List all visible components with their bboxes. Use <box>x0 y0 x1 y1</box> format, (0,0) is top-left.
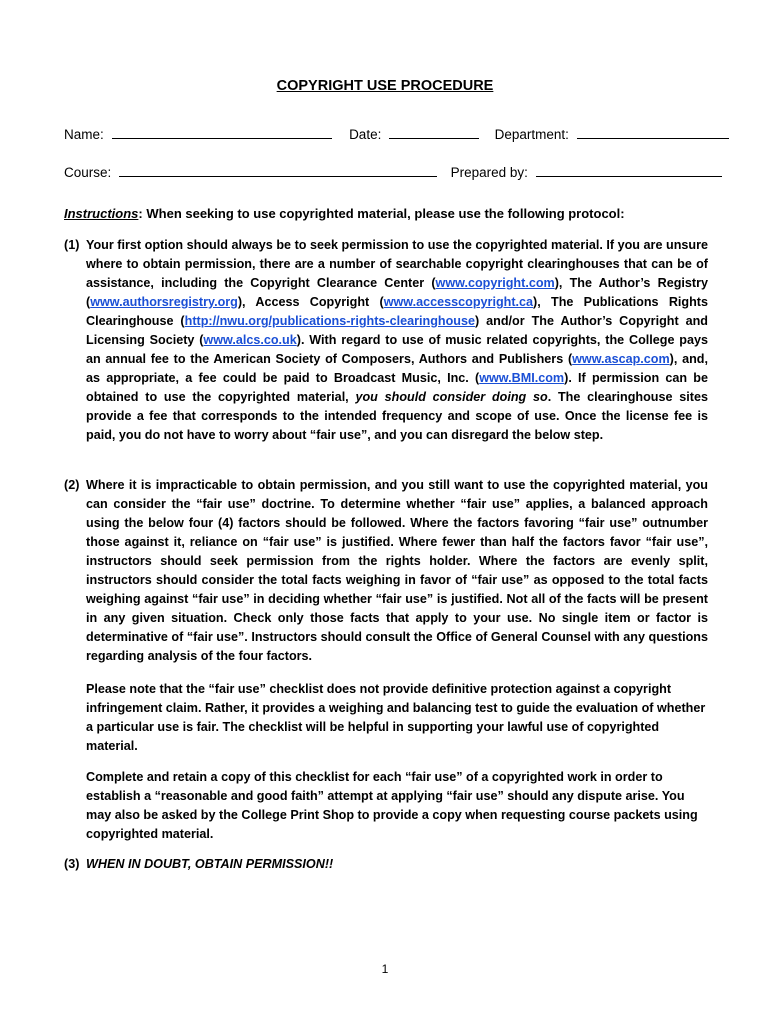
item-1-number: (1) <box>64 238 80 252</box>
procedure-item-3 <box>64 855 708 874</box>
procedure-item-2 <box>64 476 708 666</box>
nwu-link[interactable]: http://nwu.org/publications-rights-clearinghouse <box>184 314 475 328</box>
page-number: 1 <box>381 962 389 976</box>
retain-checklist-note: Complete and retain a copy of this checklist for each “fair use” of a copyrighted work in order to establish a “reasonable and good faith” attempt at applying “fair use” should any dispute arise. You may also be asked by the College Print Shop to provide a copy when requesting course packets using copyrighted material. <box>86 770 698 841</box>
course-label: Course: <box>64 165 112 180</box>
name-field[interactable] <box>112 124 332 139</box>
fair-use-note: Please note that the “fair use” checklist does not provide definitive protection against a copyright infringement claim. Rather, it provides a weighing and balancing test to guide the evaluation of whether a particular use is fair. The checklist will be helpful in supporting your lawful use of copyrighted material. <box>86 682 706 753</box>
authorsregistry-link[interactable]: www.authorsregistry.org <box>90 295 238 309</box>
item-1-text: Your first option should always be to seek permission to use the copyrighted material. If you are unsure where to obtain permission, there are a number of searchable copyright clearinghouses that can be of assistance, including the Copyright Clearance Center (www.copyright.com), The Author’s Registry (www.authorsregistry.org), Access Copyright (www.accesscopyright.ca), The Publications Rights Clearinghouse (http://nwu.org/publications-rights-clearinghouse) and/or The Author’s Copyright and Licensing Society (www.alcs.co.uk). With regard to use of music related copyrights, the College pays an annual fee to the American Society of Composers, Authors and Publishers (www.ascap.com), and, as appropriate, a fee could be paid to Broadcast Music, Inc. (www.BMI.com). If permission can be obtained to use the copyrighted material, you should consider doing so. The clearinghouse sites provide a fee that corresponds to the intended frequency and scope of use. Once the license fee is paid, you do not have to worry about “fair use”, and you can disregard the below step. <box>86 238 709 442</box>
instructions-label: Instructions <box>64 206 139 221</box>
instructions-text: When seeking to use copyrighted material, please use the following protocol: <box>146 206 625 221</box>
header-fields-row-1 <box>64 124 729 142</box>
ascap-link[interactable]: www.ascap.com <box>572 352 670 366</box>
date-field[interactable] <box>389 124 479 139</box>
name-label: Name: <box>64 127 104 142</box>
prepared-by-field[interactable] <box>536 162 722 177</box>
date-label: Date: <box>349 127 382 142</box>
bmi-link[interactable]: www.BMI.com <box>479 371 565 385</box>
copyright-link[interactable]: www.copyright.com <box>435 276 555 290</box>
item-2-number: (2) <box>64 478 80 492</box>
item-3-number: (3) <box>64 857 80 871</box>
page-title: COPYRIGHT USE PROCEDURE <box>276 78 494 94</box>
item-2-text: Where it is impracticable to obtain permission, and you still want to use the copyrighted material, you can consider the “fair use” doctrine. To determine whether “fair use” applies, a balanced approach using the below four (4) factors should be followed. Where the factors favoring “fair use” outnumber those against it, reliance on “fair use” is justified. Where fewer than half the factors favor “fair use”, instructors should seek permission from the rights holder. Where the factors are evenly split, instructors should consider the total facts weighing in favor of “fair use” as opposed to the total facts weighing against “fair use” in deciding whether “fair use” is justified. Not all of the facts will be present in any given situation. Check only those facts that apply to your use. No single item or factor is determinative of “fair use”. Instructors should consult the Office of General Counsel with any questions regarding analysis of the four factors. <box>86 478 708 663</box>
department-field[interactable] <box>577 124 729 139</box>
course-field[interactable] <box>119 162 437 177</box>
header-fields-row-2 <box>64 162 722 180</box>
department-label: Department: <box>494 127 569 142</box>
alcs-link[interactable]: www.alcs.co.uk <box>203 333 297 347</box>
instructions <box>64 206 714 221</box>
instructions-colon: : <box>138 206 143 221</box>
item-3-text: WHEN IN DOUBT, OBTAIN PERMISSION!! <box>86 857 334 871</box>
procedure-item-1 <box>64 236 708 445</box>
prepared-by-label: Prepared by: <box>450 165 528 180</box>
accesscopyright-link[interactable]: www.accesscopyright.ca <box>383 295 534 309</box>
